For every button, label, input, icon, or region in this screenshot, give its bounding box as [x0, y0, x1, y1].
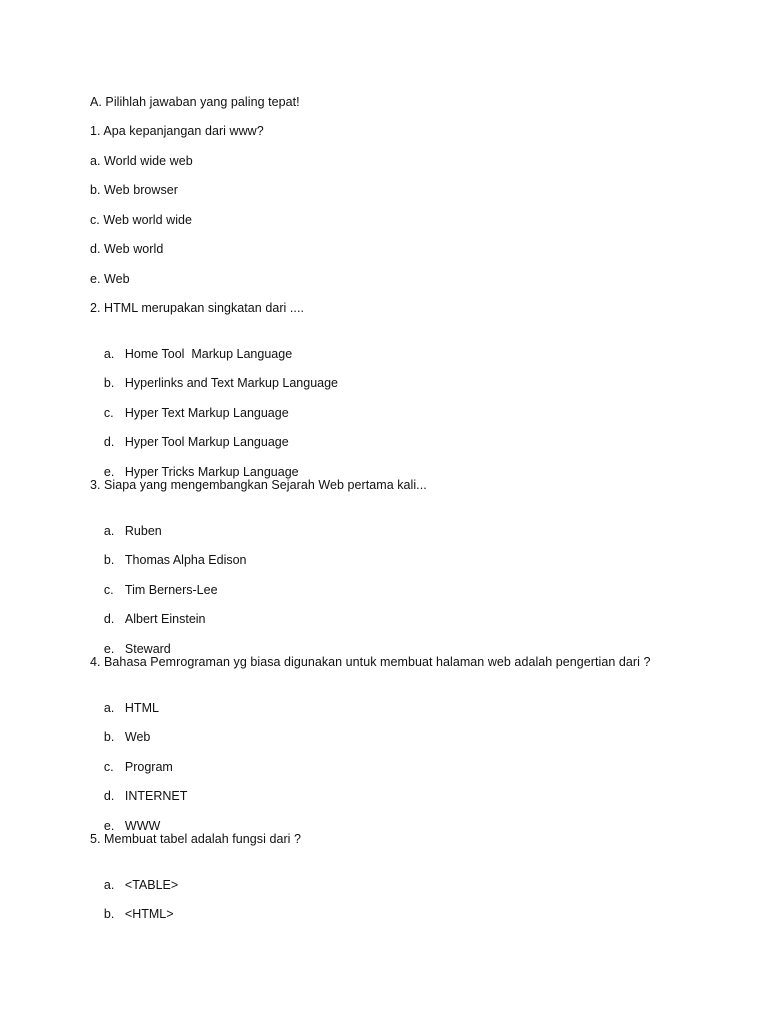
option-letter: b. [103, 730, 115, 744]
option-text: Thomas Alpha Edison [124, 553, 247, 567]
q5-option-b [90, 890, 174, 938]
option-letter: b. [103, 376, 115, 390]
option-text: Home Tool Markup Language [124, 347, 293, 361]
option-text: Web [124, 730, 151, 744]
option-text: Hyper Tool Markup Language [124, 435, 289, 449]
q1-option-c: c. Web world wide [90, 213, 193, 227]
option-text: INTERNET [124, 789, 188, 803]
option-letter: b. [103, 553, 115, 567]
option-text: Tim Berners-Lee [124, 583, 218, 597]
option-text: Hyper Tricks Markup Language [124, 465, 299, 479]
q1-option-b: b. Web browser [90, 183, 179, 197]
option-letter: e. [103, 819, 115, 833]
option-letter: a. [103, 524, 115, 538]
option-letter: d. [103, 789, 115, 803]
option-text: Albert Einstein [124, 612, 206, 626]
option-text: Steward [124, 642, 171, 656]
question-5: 5. Membuat tabel adalah fungsi dari ? [90, 832, 302, 846]
option-letter: a. [103, 701, 115, 715]
q1-option-d: d. Web world [90, 242, 164, 256]
option-letter: c. [103, 406, 114, 420]
option-text: WWW [124, 819, 161, 833]
option-text: HTML [124, 701, 159, 715]
option-letter: b. [103, 907, 115, 921]
question-1: 1. Apa kepanjangan dari www? [90, 124, 264, 138]
option-text: Program [124, 760, 173, 774]
option-letter: e. [103, 642, 115, 656]
option-letter: c. [103, 760, 114, 774]
option-letter: e. [103, 465, 115, 479]
option-letter: d. [103, 435, 115, 449]
option-letter: d. [103, 612, 115, 626]
option-text: <TABLE> [124, 878, 179, 892]
question-4: 4. Bahasa Pemrograman yg biasa digunakan untuk membuat halaman web adalah pengertian dari ? [90, 655, 651, 669]
option-text: Ruben [124, 524, 162, 538]
section-heading: A. Pilihlah jawaban yang paling tepat! [90, 95, 300, 109]
q1-option-e: e. Web [90, 272, 130, 286]
option-text: Hyperlinks and Text Markup Language [124, 376, 338, 390]
q1-option-a: a. World wide web [90, 154, 193, 168]
option-letter: a. [103, 878, 115, 892]
option-letter: c. [103, 583, 114, 597]
question-3: 3. Siapa yang mengembangkan Sejarah Web pertama kali... [90, 478, 427, 492]
option-text: <HTML> [124, 907, 174, 921]
question-2: 2. HTML merupakan singkatan dari .... [90, 301, 304, 315]
option-letter: a. [103, 347, 115, 361]
option-text: Hyper Text Markup Language [124, 406, 289, 420]
